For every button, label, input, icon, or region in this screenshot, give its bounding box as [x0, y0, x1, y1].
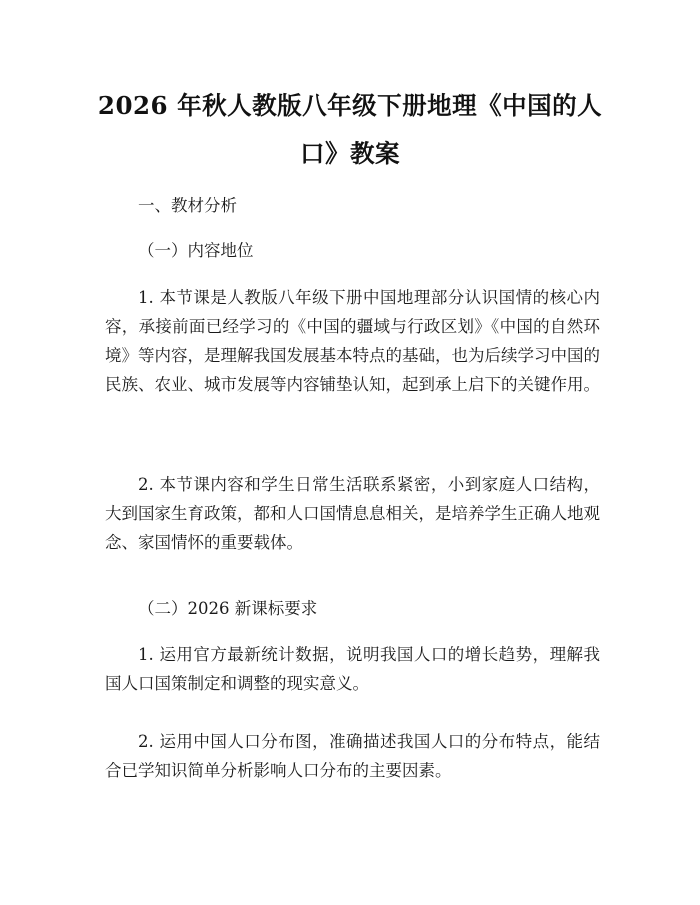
paragraph-curriculum-requirement-2: 2. 运用中国人口分布图，准确描述我国人口的分布特点，能结合已学知识简单分析影响人口分布的主要因素。	[105, 732, 600, 780]
paragraph-content-position-1: 1. 本节课是人教版八年级下册中国地理部分认识国情的核心内容，承接前面已经学习的《中国的疆域与行政区划》《中国的自然环境》等内容，是理解我国发展基本特点的基础，也为后续学习中国的民族、农业、城市发展等内容铺垫认知，起到承上启下的关键作用。	[105, 288, 600, 394]
paragraph-curriculum-requirement-1: 1. 运用官方最新统计数据，说明我国人口的增长趋势，理解我国人口国策制定和调整的现实意义。	[105, 645, 600, 693]
section-heading-textbook-analysis: 一、教材分析	[138, 196, 237, 215]
subsection-heading-content-position: （一）内容地位	[138, 241, 254, 260]
paragraph-content-position-2: 2. 本节课内容和学生日常生活联系紧密，小到家庭人口结构，大到国家生育政策，都和人口国情息息相关，是培养学生正确人地观念、家国情怀的重要载体。	[105, 475, 600, 552]
subsection-heading-curriculum-requirements: （二）2026 新课标要求	[138, 599, 318, 618]
document-title: 2026 年秋人教版八年级下册地理《中国的人口》教案	[97, 91, 603, 168]
